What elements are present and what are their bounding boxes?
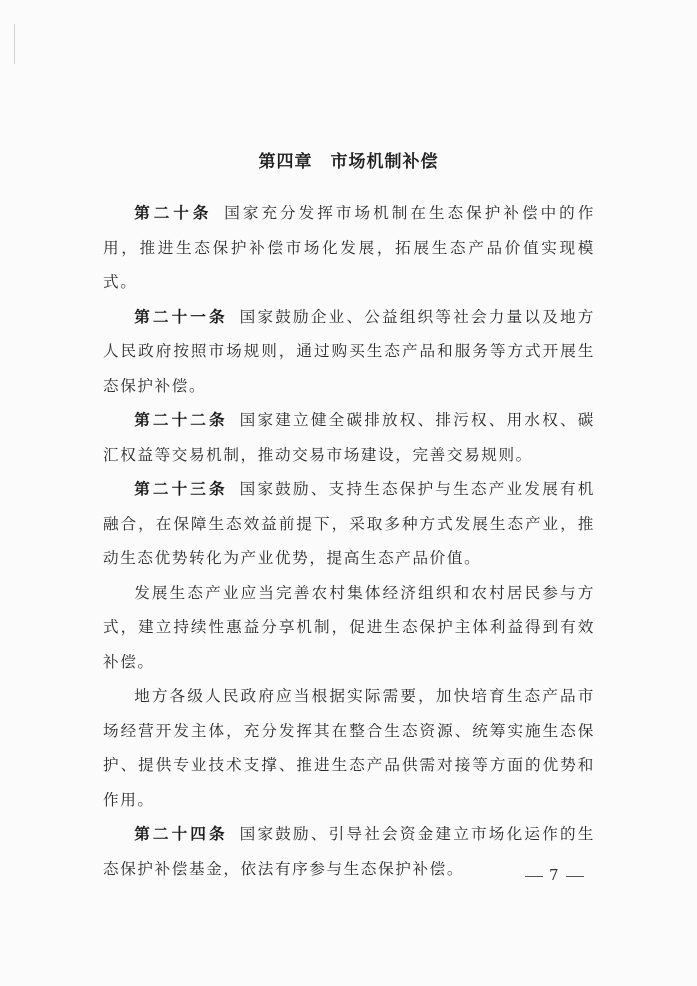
article-20 — [103, 196, 595, 300]
article-heading: 第二十一条 — [134, 306, 228, 326]
page-number-value: 7 — [549, 866, 560, 884]
article-21 — [103, 300, 595, 404]
chapter-title: 第四章 市场机制补偿 — [258, 152, 439, 172]
paragraph-text: 发展生态产业应当完善农村集体经济组织和农村居民参与方式，建立持续性惠益分享机制，促进生态保护主体利益得到有效补偿。 — [103, 583, 595, 671]
article-text: 国家建立健全碳排放权、排污权、用水权、碳汇权益等交易机制，推动交易市场建设，完善交易规则。 — [103, 411, 595, 464]
article-23 — [103, 472, 595, 576]
article-23-para-3 — [103, 679, 595, 817]
document-body — [103, 196, 595, 886]
article-22 — [103, 403, 595, 472]
article-text: 国家鼓励、引导社会资金建立市场化运作的生态保护补偿基金，依法有序参与生态保护补偿。 — [103, 825, 595, 878]
article-text: 国家充分发挥市场机制在生态保护补偿中的作用，推进生态保护补偿市场化发展，拓展生态产品价值实现模式。 — [103, 204, 595, 291]
article-heading: 第二十四条 — [134, 824, 228, 843]
page-number — [519, 866, 590, 884]
article-text: 国家鼓励、支持生态保护与生态产业发展有机融合，在保障生态效益前提下，采取多种方式发展生态产业，推动生态优势转化为产业优势，提高生态产品价值。 — [103, 480, 595, 567]
article-heading: 第二十三条 — [134, 479, 228, 498]
article-heading: 第二十二条 — [134, 410, 228, 429]
article-23-para-2 — [103, 576, 595, 680]
margin-rule — [14, 24, 15, 64]
article-heading: 第二十条 — [134, 203, 213, 222]
dash-left — [525, 876, 543, 877]
paragraph-text: 地方各级人民政府应当根据实际需要，加快培育生态产品市场经营开发主体，充分发挥其在整合生态资源、统筹实施生态保护、提供专业技术支撑、推进生态产品供需对接等方面的优势和作用。 — [103, 687, 595, 809]
article-text: 国家鼓励企业、公益组织等社会力量以及地方人民政府按照市场规则，通过购买生态产品和服务等方式开展生态保护补偿。 — [103, 307, 595, 395]
dash-right — [566, 876, 584, 877]
